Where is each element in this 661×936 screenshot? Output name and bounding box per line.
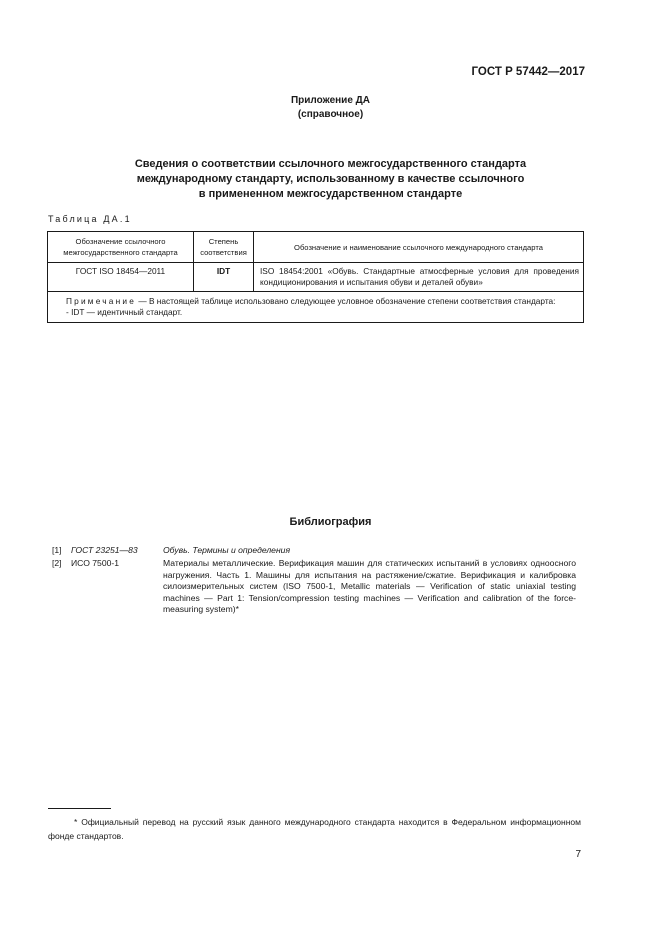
table-row [48,263,584,292]
bib-item-source: ГОСТ 23251—83 [71,545,138,555]
header-ref-standard: Обозначение ссылочного межгосударственного стандарта [48,232,194,263]
footnote-divider [48,808,111,809]
table-label: Таблица ДА.1 [48,214,132,224]
correspondence-table [47,231,584,323]
cell-ref-standard: ГОСТ ISO 18454—2011 [48,263,194,292]
header-degree: Степень соответствия [194,232,254,263]
bib-item-number: [1] [52,545,62,555]
cell-intl-standard: ISO 18454:2001 «Обувь. Стандартные атмосферные условия для проведения кондиционирования и испытания обуви и деталей обуви» [254,263,584,292]
section-title [60,157,601,202]
table-note [48,292,584,323]
cell-degree: IDT [194,263,254,292]
bib-item-text: Обувь. Термины и определения [163,545,291,555]
doc-code: ГОСТ Р 57442—2017 [471,66,585,78]
bib-item-number: [2] [52,558,62,568]
appendix-subtitle: (справочное) [297,109,364,120]
bibliography-title: Библиография [289,516,372,528]
appendix-title: Приложение ДА [290,95,371,106]
header-intl-standard: Обозначение и наименование ссылочного международного стандарта [254,232,584,263]
page-number: 7 [575,849,581,860]
note-item: - IDT — идентичный стандарт. [66,307,183,317]
table-header-row [48,232,584,263]
bib-item-source: ИСО 7500-1 [71,558,120,568]
section-title-line: в примененном межгосударственном стандарте [198,188,463,200]
note-text: — В настоящей таблице использовано следующее условное обозначение степени соответствия стандарта: [136,296,556,306]
table-note-row [48,292,584,323]
section-title-line: Сведения о соответствии ссылочного межгосударственного стандарта [134,158,527,170]
note-label: Примечание [66,296,137,306]
section-title-line: международному стандарту, использованному в качестве ссылочного [136,173,525,185]
bib-item-text: Материалы металлические. Верификация машин для статических испытаний в условиях одноосного нагружения. Часть 1. Машины для испытания на растяжение/сжатие. Верификация и калибровка силоизмерительных систем (ISO 7500-1, Metallic materials — Verification of static uniaxial testing machines — Part 1: Tension/compression testing machines — Verification and calibration of the force-measuring system)* [163,558,576,614]
footnote: * Официальный перевод на русский язык данного международного стандарта находится в Федеральном информационном фонде стандартов. [48,817,581,841]
